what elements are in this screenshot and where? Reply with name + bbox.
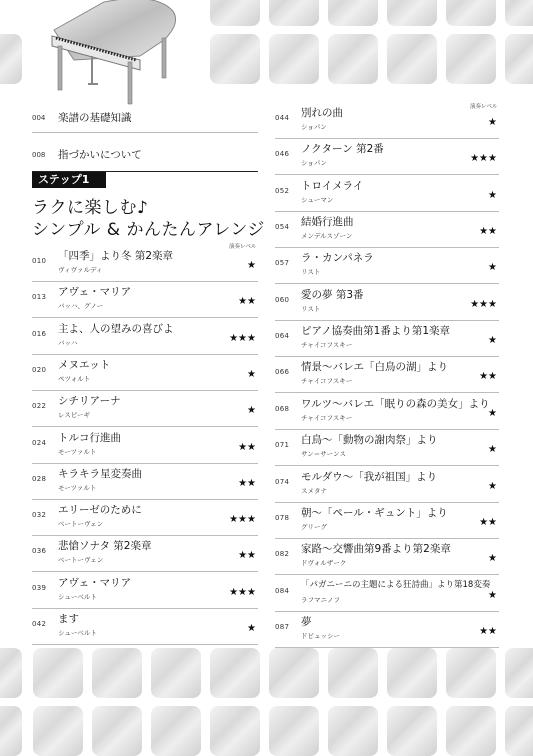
toc-entry[interactable]	[32, 608, 258, 645]
decor-tile	[0, 648, 22, 698]
decor-tile	[446, 648, 496, 698]
toc-entry[interactable]	[32, 281, 258, 318]
page-number: 024	[32, 438, 47, 447]
level-label: 演奏レベル	[470, 104, 498, 110]
entry-title: ノクターン 第2番	[301, 143, 384, 156]
level-stars: ★	[247, 623, 256, 634]
toc-entry[interactable]	[275, 320, 499, 357]
composer-name: ドビュッシー	[301, 631, 340, 640]
composer-name: チャイコフスキー	[301, 413, 353, 422]
decor-tile	[0, 34, 22, 84]
decor-tile	[446, 0, 496, 26]
decor-tile	[387, 648, 437, 698]
page-number: 071	[275, 441, 290, 450]
level-stars: ★★★	[229, 514, 256, 526]
decor-tile	[387, 34, 437, 84]
level-stars: ★	[488, 335, 497, 347]
entry-title: ます	[58, 613, 79, 625]
composer-name: グリーグ	[301, 522, 327, 531]
entry-title: 情景～バレエ「白鳥の湖」より	[301, 361, 448, 374]
page-number: 013	[32, 293, 47, 302]
entry-title: キラキラ星変奏曲	[58, 467, 142, 480]
composer-name: モーツァルト	[58, 447, 97, 456]
composer-name: ショパン	[301, 123, 327, 131]
level-stars: ★★★	[229, 586, 256, 598]
level-stars: ★	[488, 117, 497, 128]
decor-tile	[328, 648, 378, 698]
level-stars: ★★	[238, 477, 256, 489]
page-number: 064	[275, 332, 290, 341]
entry-title: 楽譜の基礎知識	[58, 112, 132, 124]
composer-name: レスピーギ	[58, 411, 91, 420]
decor-tile	[269, 706, 319, 756]
decor-tile	[505, 648, 533, 698]
decor-tile	[328, 706, 378, 756]
entry-title: 愛の夢 第3番	[301, 288, 364, 301]
level-stars: ★	[488, 553, 497, 565]
level-stars: ★★	[238, 550, 256, 562]
decor-tile	[92, 706, 142, 756]
entry-title: アヴェ・マリア	[58, 286, 132, 299]
toc-entry[interactable]	[32, 245, 258, 282]
composer-name: サン＝サーンス	[301, 450, 346, 459]
level-stars: ★★	[479, 516, 497, 528]
page-number: 028	[32, 474, 47, 483]
decor-tile	[446, 706, 496, 756]
toc-entry[interactable]	[275, 466, 499, 503]
toc-entry[interactable]	[32, 535, 258, 572]
entry-title: 「四季」より冬 第2楽章	[58, 250, 174, 262]
page-number: 087	[275, 622, 290, 631]
page-number: 008	[32, 151, 46, 159]
decor-tile	[210, 0, 260, 26]
decor-tile	[505, 34, 533, 84]
entry-title: 指づかいについて	[58, 149, 142, 161]
level-stars: ★	[488, 189, 497, 201]
decor-tile	[210, 706, 260, 756]
toc-entry[interactable]	[275, 211, 499, 248]
page-number: 042	[32, 620, 47, 628]
page-number: 022	[32, 402, 47, 411]
page-number: 054	[275, 223, 290, 232]
page-number: 039	[32, 583, 47, 592]
composer-name: チャイコフスキー	[301, 341, 353, 350]
composer-name: バッハ	[58, 338, 78, 347]
decor-tile	[0, 706, 22, 756]
level-stars: ★★	[479, 371, 497, 383]
decor-tile	[210, 34, 260, 84]
entry-title: 夢	[301, 615, 312, 628]
grand-piano-icon	[44, 0, 184, 108]
toc-entry[interactable]	[275, 502, 499, 539]
composer-name: ドヴォルザーク	[301, 559, 347, 568]
entry-title: 結婚行進曲	[301, 216, 354, 229]
decor-tile	[505, 0, 533, 26]
page-number: 032	[32, 511, 47, 520]
composer-name: ラフマニノフ	[301, 595, 340, 604]
decor-tile	[269, 648, 319, 698]
composer-name: ヴィヴァルディ	[58, 266, 103, 274]
entry-title: エリーゼのために	[58, 504, 142, 517]
entry-title: 悲愴ソナタ 第2楽章	[58, 540, 152, 553]
decor-tile	[33, 706, 83, 756]
composer-name: リスト	[301, 304, 321, 313]
composer-name: メンデルスゾーン	[301, 232, 353, 241]
toc-entry[interactable]	[275, 393, 499, 430]
composer-name: スメタナ	[301, 486, 327, 495]
level-stars: ★★	[479, 226, 497, 238]
composer-name: ベートーヴェン	[58, 556, 104, 565]
step-header	[32, 171, 258, 188]
level-stars: ★	[247, 405, 256, 417]
level-stars: ★★	[238, 441, 256, 453]
page-number: 084	[275, 586, 290, 595]
entry-title: メヌエット	[58, 358, 111, 371]
decor-tile	[151, 648, 201, 698]
entry-title: 主よ、人の望みの喜びよ	[58, 322, 174, 335]
toc-entry[interactable]	[32, 427, 258, 464]
page-number: 020	[32, 365, 47, 374]
entry-title: ラ・カンパネラ	[301, 252, 374, 265]
composer-name: ベートーヴェン	[58, 520, 104, 529]
level-stars: ★	[488, 407, 497, 419]
decor-tile	[328, 34, 378, 84]
toc-entry[interactable]	[275, 538, 499, 575]
toc-entry[interactable]	[275, 575, 499, 612]
level-stars: ★	[247, 260, 256, 271]
entry-title: トロイメライ	[301, 179, 364, 192]
level-stars: ★★★	[229, 332, 256, 344]
page-number: 036	[32, 547, 47, 556]
level-stars: ★★	[479, 625, 497, 637]
composer-name: バッハ、グノー	[58, 302, 104, 311]
toc-entry[interactable]	[275, 138, 499, 175]
level-stars: ★	[247, 368, 256, 380]
toc-entry[interactable]	[32, 143, 258, 165]
toc-entry[interactable]	[32, 499, 258, 536]
level-stars: ★	[488, 262, 497, 274]
page-number: 052	[275, 186, 290, 195]
composer-name: リスト	[301, 268, 321, 277]
entry-title: モルダウ～「我が祖国」より	[301, 470, 438, 483]
page-number: 068	[275, 404, 290, 413]
composer-name: チャイコフスキー	[301, 377, 353, 386]
toc-entry[interactable]	[275, 247, 499, 284]
page-number: 046	[275, 150, 290, 159]
level-stars: ★★★	[470, 153, 497, 165]
toc-entry[interactable]	[32, 463, 258, 500]
composer-name: ショパン	[301, 159, 327, 168]
entry-title: 「パガニーニの主題による狂詩曲」より第18変奏	[301, 579, 491, 590]
composer-name: シューマン	[301, 195, 334, 204]
toc-entry[interactable]	[32, 572, 258, 609]
entry-title: アヴェ・マリア	[58, 576, 132, 589]
page-number: 057	[275, 259, 290, 268]
toc-entry[interactable]	[275, 429, 499, 466]
toc-entry[interactable]	[32, 390, 258, 427]
toc-entry[interactable]	[275, 356, 499, 393]
level-stars: ★★	[238, 296, 256, 308]
page-number: 004	[32, 114, 46, 122]
page-number: 066	[275, 368, 290, 377]
page-number: 082	[275, 550, 290, 559]
entry-title: シチリアーナ	[58, 395, 121, 408]
decor-tile	[446, 34, 496, 84]
page-number: 074	[275, 477, 290, 486]
page-number: 016	[32, 329, 47, 338]
toc-entry[interactable]	[275, 611, 499, 648]
decor-tile	[33, 648, 83, 698]
level-stars: ★	[488, 589, 497, 601]
step-heading-line1: ラクに楽しむ♪	[32, 198, 149, 218]
decor-tile	[505, 706, 533, 756]
entry-title: ピアノ協奏曲第1番より第1楽章	[301, 325, 451, 338]
composer-name: シューベルト	[58, 592, 97, 601]
toc-entry[interactable]	[275, 284, 499, 321]
page-number: 010	[32, 257, 47, 265]
level-stars: ★	[488, 480, 497, 492]
step-heading-line2: シンプル & かんたんアレンジ	[32, 220, 265, 240]
composer-name: シューベルト	[58, 629, 97, 637]
decor-tile	[269, 0, 319, 26]
entry-title: 家路～交響曲第9番より第2楽章	[301, 543, 451, 556]
decor-tile	[92, 648, 142, 698]
page-number: 060	[275, 295, 290, 304]
level-stars: ★	[488, 444, 497, 456]
decor-tile	[387, 0, 437, 26]
decor-tile	[269, 34, 319, 84]
decor-tile	[387, 706, 437, 756]
decor-tile	[210, 648, 260, 698]
step-badge: ステップ1	[32, 172, 106, 188]
entry-title: 白鳥～「動物の謝肉祭」より	[301, 434, 438, 447]
composer-name: モーツァルト	[58, 483, 97, 492]
composer-name: ペツォルト	[58, 374, 91, 383]
entry-title: トルコ行進曲	[58, 431, 121, 444]
entry-title: 別れの曲	[301, 107, 343, 119]
level-label: 演奏レベル	[229, 244, 257, 250]
toc-entry[interactable]	[275, 102, 499, 139]
entry-title: 朝～「ペール・ギュント」より	[301, 506, 448, 519]
page-number: 078	[275, 513, 290, 522]
decor-tile	[328, 0, 378, 26]
toc-entry[interactable]	[32, 318, 258, 355]
level-stars: ★★★	[470, 298, 497, 310]
page-number: 044	[275, 114, 290, 122]
entry-title: ワルツ～バレエ「眠りの森の美女」より	[301, 397, 490, 410]
toc-entry[interactable]	[275, 175, 499, 212]
toc-entry[interactable]	[32, 354, 258, 391]
decor-tile	[151, 706, 201, 756]
toc-entry[interactable]	[32, 106, 258, 133]
